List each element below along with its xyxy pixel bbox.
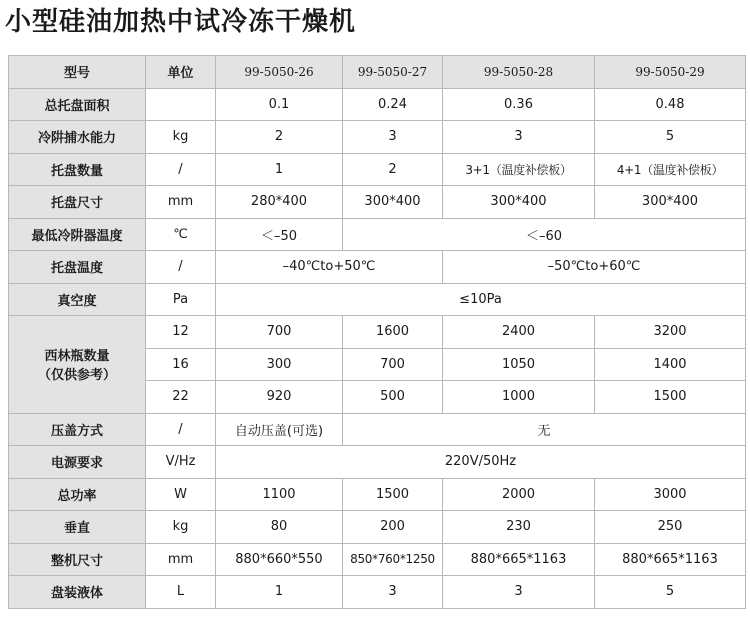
- model-27: 99-5050-27: [343, 56, 443, 89]
- table-row: [9, 543, 746, 576]
- cell: 880*665*1163: [443, 543, 595, 576]
- cell: 300*400: [595, 186, 746, 219]
- cell: 1: [216, 576, 343, 609]
- table-row: [9, 446, 746, 479]
- header-unit-label: 单位: [146, 56, 216, 89]
- table-row: [9, 88, 746, 121]
- row-label: 盘装液体: [9, 576, 146, 609]
- row-label: 真空度: [9, 283, 146, 316]
- cell: 250: [595, 511, 746, 544]
- cell: 300*400: [343, 186, 443, 219]
- table-row: [9, 511, 746, 544]
- vials-label: [9, 316, 146, 414]
- cell: 2: [343, 153, 443, 186]
- row-unit: /: [146, 413, 216, 446]
- row-label: 压盖方式: [9, 413, 146, 446]
- cell-merged: –40℃to+50℃: [216, 251, 443, 284]
- row-label: 总托盘面积: [9, 88, 146, 121]
- row-unit: L: [146, 576, 216, 609]
- model-28: 99-5050-28: [443, 56, 595, 89]
- cell: 0.24: [343, 88, 443, 121]
- spec-table: [8, 55, 746, 609]
- cell: 3+1（温度补偿板）: [443, 153, 595, 186]
- cell: 5: [595, 121, 746, 154]
- header-model-label: 型号: [9, 56, 146, 89]
- cell: 1050: [443, 348, 595, 381]
- row-unit: ℃: [146, 218, 216, 251]
- cell: 850*760*1250: [343, 543, 443, 576]
- cell: 1500: [595, 381, 746, 414]
- cell: 880*665*1163: [595, 543, 746, 576]
- vials-label-line1: 西林瓶数量: [44, 349, 110, 365]
- row-label: 托盘数量: [9, 153, 146, 186]
- page-title: 小型硅油加热中试冷冻干燥机: [5, 7, 357, 37]
- cell: 0.1: [216, 88, 343, 121]
- model-26: 99-5050-26: [216, 56, 343, 89]
- table-row: [9, 478, 746, 511]
- cell: 700: [343, 348, 443, 381]
- cell: 自动压盖(可选): [216, 413, 343, 446]
- cell: 3: [443, 121, 595, 154]
- row-label: 整机尺寸: [9, 543, 146, 576]
- vial-size: 12: [146, 316, 216, 349]
- vial-size: 16: [146, 348, 216, 381]
- cell: 4+1（温度补偿板）: [595, 153, 746, 186]
- table-header-row: [9, 56, 746, 89]
- table-row: [9, 121, 746, 154]
- row-unit: mm: [146, 543, 216, 576]
- cell-merged: ＜–60: [343, 218, 746, 251]
- cell: 300*400: [443, 186, 595, 219]
- cell-merged: –50℃to+60℃: [443, 251, 746, 284]
- cell: 3200: [595, 316, 746, 349]
- table-row: [9, 218, 746, 251]
- row-unit: /: [146, 153, 216, 186]
- row-label: 电源要求: [9, 446, 146, 479]
- cell: 2000: [443, 478, 595, 511]
- cell: 0.48: [595, 88, 746, 121]
- table-row: [9, 153, 746, 186]
- row-label: 托盘温度: [9, 251, 146, 284]
- cell: ＜–50: [216, 218, 343, 251]
- cell: 2: [216, 121, 343, 154]
- row-unit: kg: [146, 511, 216, 544]
- table-row: [9, 576, 746, 609]
- table-row: [9, 186, 746, 219]
- cell: 3: [343, 576, 443, 609]
- cell-merged: 220V/50Hz: [216, 446, 746, 479]
- cell: 880*660*550: [216, 543, 343, 576]
- row-label: 总功率: [9, 478, 146, 511]
- cell: 2400: [443, 316, 595, 349]
- cell-merged: 无: [343, 413, 746, 446]
- cell: 300: [216, 348, 343, 381]
- table-row: [9, 251, 746, 284]
- cell: 700: [216, 316, 343, 349]
- cell: 1400: [595, 348, 746, 381]
- row-label: 冷阱捕水能力: [9, 121, 146, 154]
- cell: 1500: [343, 478, 443, 511]
- table-row: [9, 283, 746, 316]
- vials-label-line2: （仅供参考）: [37, 368, 116, 384]
- cell: 200: [343, 511, 443, 544]
- row-label: 最低冷阱器温度: [9, 218, 146, 251]
- cell: 3000: [595, 478, 746, 511]
- model-29: 99-5050-29: [595, 56, 746, 89]
- table-row: [9, 413, 746, 446]
- cell: 5: [595, 576, 746, 609]
- cell: 1: [216, 153, 343, 186]
- row-unit: mm: [146, 186, 216, 219]
- row-unit: [146, 88, 216, 121]
- cell: 1100: [216, 478, 343, 511]
- row-unit: kg: [146, 121, 216, 154]
- cell: 3: [343, 121, 443, 154]
- cell: 920: [216, 381, 343, 414]
- cell: 3: [443, 576, 595, 609]
- row-label: 垂直: [9, 511, 146, 544]
- cell: 230: [443, 511, 595, 544]
- table-row: [9, 316, 746, 349]
- cell: 1000: [443, 381, 595, 414]
- row-unit: /: [146, 251, 216, 284]
- row-unit: Pa: [146, 283, 216, 316]
- cell-merged: ≤10Pa: [216, 283, 746, 316]
- cell: 80: [216, 511, 343, 544]
- cell: 280*400: [216, 186, 343, 219]
- cell: 1600: [343, 316, 443, 349]
- cell: 0.36: [443, 88, 595, 121]
- row-label: 托盘尺寸: [9, 186, 146, 219]
- row-unit: V/Hz: [146, 446, 216, 479]
- cell: 500: [343, 381, 443, 414]
- vial-size: 22: [146, 381, 216, 414]
- row-unit: W: [146, 478, 216, 511]
